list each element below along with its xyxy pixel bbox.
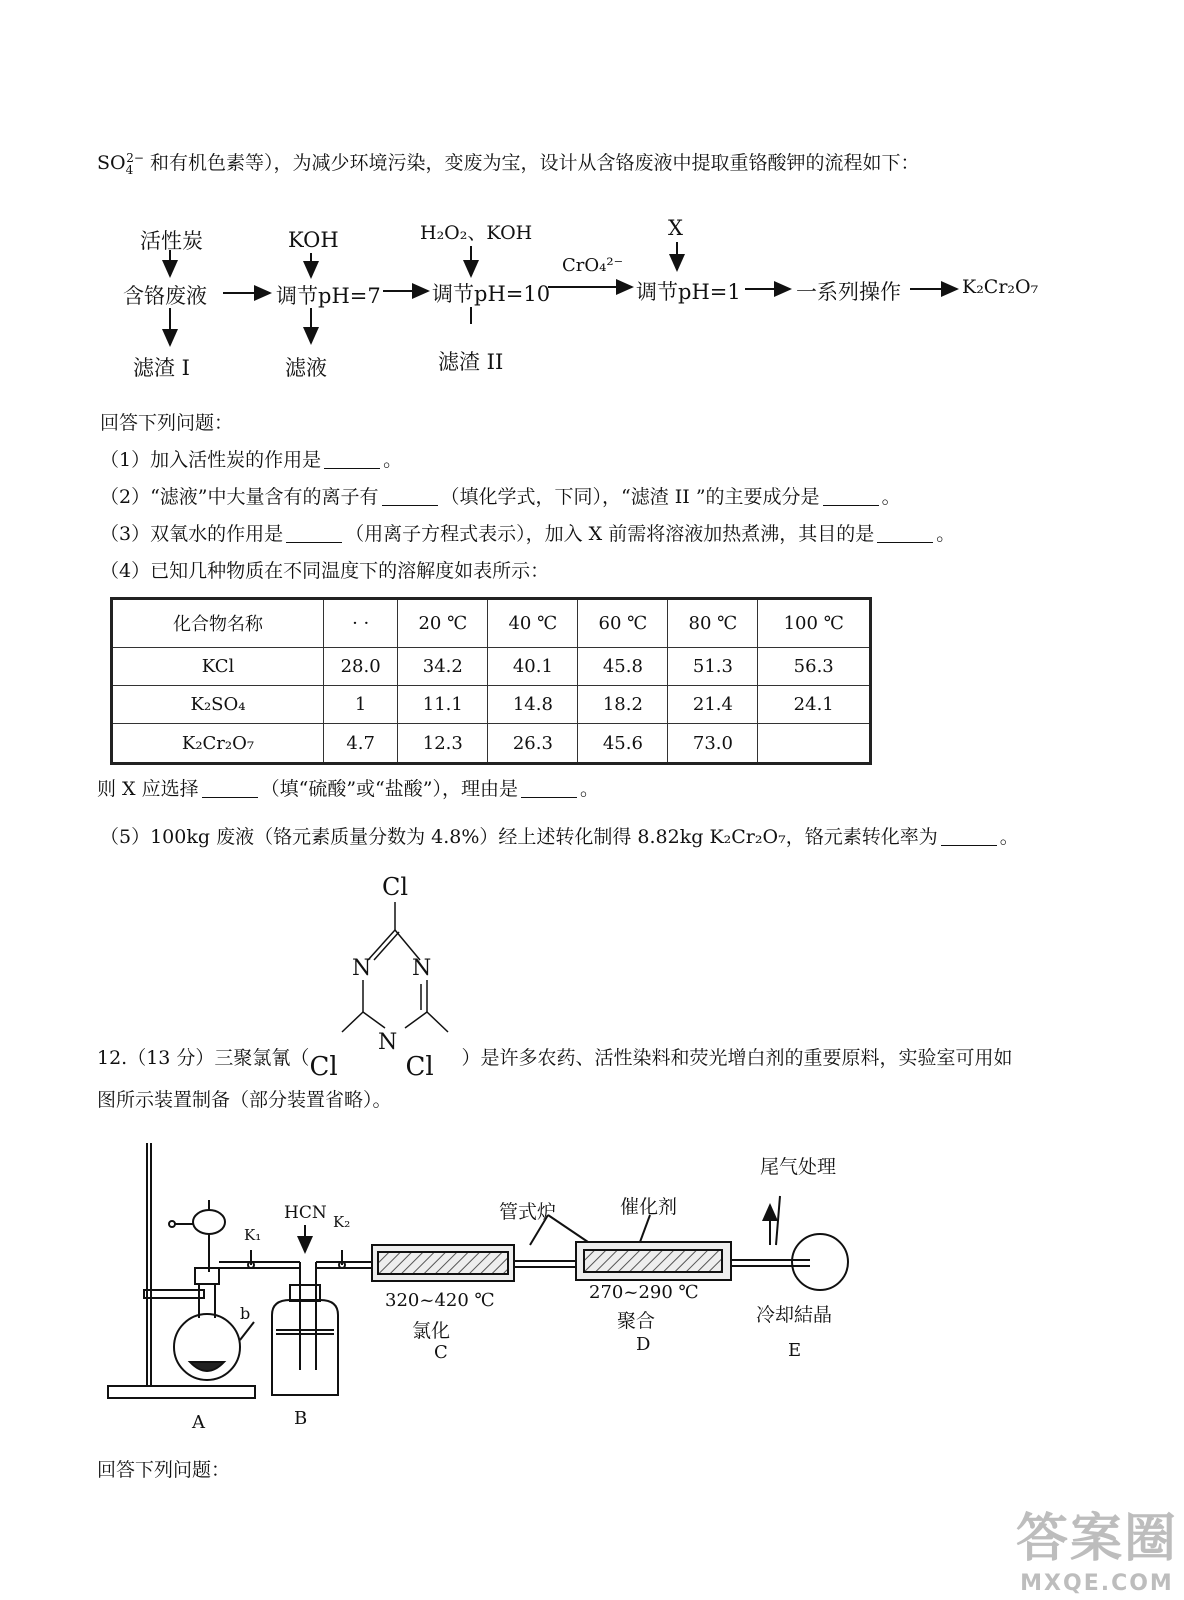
table-cell [758,724,871,764]
label-e: E [788,1340,802,1361]
answer-blank[interactable] [286,524,342,543]
answer-intro: 回答下列问题： [100,412,234,434]
solubility-table [110,597,872,765]
answer-blank[interactable] [202,779,258,798]
table-header: 80 ℃ [668,599,758,648]
question-4: （4）已知几种物质在不同温度下的溶解度如表所示： [100,560,550,582]
table-cell: 11.1 [398,685,488,723]
table-cell: 21.4 [668,685,758,723]
label-cooling-crystallization: 冷却結晶 [756,1304,833,1326]
watermark-logo: 答案圈 [1015,1509,1178,1569]
question-12-line-1: 12.（13 分）三聚氯氰（ Cl Cl ）是许多农药、活性染料和荧光增白剂的重要原料，实验室可用如 [97,1047,1013,1082]
flow-product: K₂Cr₂O₇ [962,276,1039,298]
molecule-n-right: N [412,956,432,981]
table-row [112,724,871,764]
table-cell: 40.1 [488,647,578,685]
question-12-outro: 回答下列问题： [97,1459,231,1481]
table-header: · · [324,599,398,648]
sulfate-ion: $SO_4^{2-}$ [97,150,144,177]
table-cell: 73.0 [668,724,758,764]
flow-reagent-koh: KOH [288,228,339,252]
question-12-line-2: 图所示装置制备（部分装置省略）。 [97,1089,392,1111]
table-cell: KCl [112,647,324,685]
table-cell: 14.8 [488,685,578,723]
question-4-followup: 则 X 应选择 （填“硫酸”或“盐酸”），理由是 。 [97,778,599,800]
question-1: （1）加入活性炭的作用是 。 [100,449,403,471]
table-cell: 56.3 [758,647,871,685]
label-k1: K₁ [244,1226,262,1244]
table-header: 40 ℃ [488,599,578,648]
table-cell: K₂SO₄ [112,685,324,723]
molecule-n-left: N [352,956,372,981]
label-neck-b: b [240,1304,251,1323]
flow-step-series: 一系列操作 [796,280,901,304]
table-cell: 26.3 [488,724,578,764]
table-row [112,647,871,685]
flow-filtrate: 滤液 [285,356,327,380]
flow-reagent-carbon: 活性炭 [140,229,203,253]
label-chlorination: 氯化 [412,1320,451,1342]
flow-step-ph7: 调节pH=7 [276,284,381,308]
watermark-url: MXQE.COM [1020,1571,1174,1596]
table-cell: 28.0 [324,647,398,685]
molecule-cl-top: Cl [382,873,409,901]
table-cell: 12.3 [398,724,488,764]
label-hcn: HCN [284,1203,327,1223]
watermark [1016,1496,1178,1596]
flow-residue-2: 滤渣 II [438,350,504,374]
table-cell: 45.6 [578,724,668,764]
table-header: 化合物名称 [112,599,324,648]
label-temp-c: 320~420 ℃ [385,1290,495,1311]
flow-arrow-label: CrO₄²⁻ [562,255,624,276]
question-3: （3）双氧水的作用是 （用离子方程式表示），加入 X 前需将溶液加热煮沸，其目的是 。 [100,523,956,545]
table-header: 20 ℃ [398,599,488,648]
table-header: 60 ℃ [578,599,668,648]
label-d: D [636,1334,651,1355]
flow-reagent-x: X [668,216,683,240]
table-cell: 18.2 [578,685,668,723]
molecule-n-bottom: N [378,1030,398,1055]
label-b: B [294,1408,308,1429]
molecule-cl-right: Cl [405,1052,434,1082]
molecule-cl-left: Cl [309,1052,338,1082]
table-cell: 1 [324,685,398,723]
answer-blank[interactable] [941,827,997,846]
flow-step-ph1: 调节pH=1 [636,280,741,304]
question-5: （5）100kg 废液（铬元素质量分数为 4.8%）经上述转化制得 8.82kg K₂Cr₂O₇，铬元素转化率为 。 [100,826,1019,848]
table-cell: 24.1 [758,685,871,723]
label-catalyst: 催化剂 [620,1196,678,1218]
label-k2: K₂ [333,1213,351,1231]
answer-blank[interactable] [521,779,577,798]
label-polymerization: 聚合 [617,1310,656,1332]
flow-reagent-h2o2-koh: H₂O₂、KOH [420,222,533,244]
label-c: C [434,1342,448,1363]
flow-start: 含铬废液 [123,284,207,308]
formula-k2cr2o7: K₂Cr₂O₇ [709,826,786,848]
question-2: （2）“滤液”中大量含有的离子有 （填化学式，下同），“滤渣 II ”的主要成分是 。 [100,486,901,508]
label-a: A [192,1412,205,1433]
table-header: 100 ℃ [758,599,871,648]
answer-blank[interactable] [382,487,438,506]
table-header-row [112,599,871,648]
answer-blank[interactable] [324,450,380,469]
answer-blank[interactable] [823,487,879,506]
flow-step-ph10: 调节pH=10 [432,282,551,306]
intro-line: $SO_4^{2-}$ 和有机色素等），为减少环境污染，变废为宝，设计从含铬废液中提取重铬酸钾的流程如下： [97,150,920,177]
table-row [112,685,871,723]
table-cell: 4.7 [324,724,398,764]
flow-residue-1: 滤渣 I [133,356,190,380]
table-cell: 34.2 [398,647,488,685]
answer-blank[interactable] [877,524,933,543]
label-tube-furnace: 管式炉 [499,1201,557,1223]
table-cell: 51.3 [668,647,758,685]
label-temp-d: 270~290 ℃ [589,1282,699,1303]
table-cell: 45.8 [578,647,668,685]
label-tail-gas: 尾气处理 [760,1156,837,1178]
table-cell: K₂Cr₂O₇ [112,724,324,764]
